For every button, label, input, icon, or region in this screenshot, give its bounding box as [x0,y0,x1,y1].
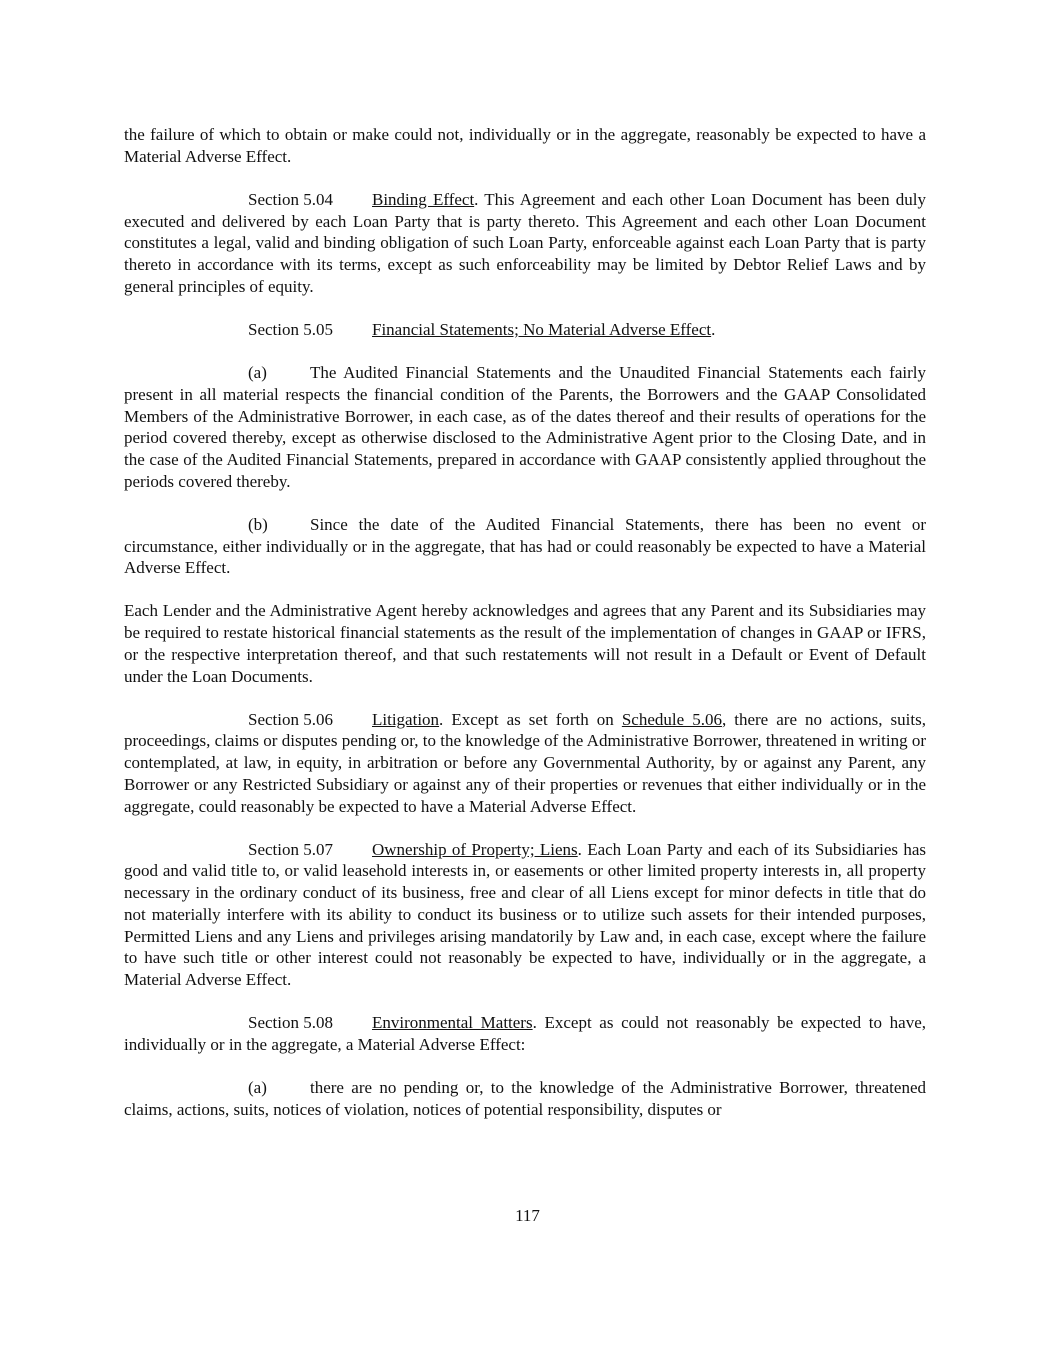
section-number: Section 5.07 [248,839,333,859]
document-page [124,124,926,1121]
paragraph-text: the failure of which to obtain or make could not, individually or in the aggregate, reasonably be expected to have a Material Adverse Effect. [124,125,926,166]
section-number: Section 5.06 [248,709,333,729]
paragraph-text: Each Lender and the Administrative Agent hereby acknowledges and agrees that any Parent and its Subsidiaries may be required to restate historical financial statements as the result of the implementation of changes in GAAP or IFRS, or the respective interpretation thereof, and that such restatements will not result in a Default or Event of Default under the Loan Documents. [124,601,926,686]
section-body-intro: . Except as set forth on [439,709,622,729]
section-5-05-b [124,514,926,579]
clause-label: (a) [248,363,267,383]
paragraph-continuation [124,124,926,167]
section-5-05-a [124,362,926,492]
section-5-04 [124,189,926,298]
section-number: Section 5.04 [248,189,333,209]
section-heading: Binding Effect [372,189,475,209]
section-heading: Litigation [372,709,440,729]
section-5-08-a [124,1077,926,1120]
section-5-06 [124,709,926,818]
section-number: Section 5.08 [248,1013,333,1033]
section-body: . This Agreement and each other Loan Document has been duly executed and delivered by each Loan Party that is party thereto. This Agreement and each other Loan Document constitutes a legal, valid and binding obligation of such Loan Party, enforceable against each Loan Party that is party thereto in accordance with its terms, except as such enforceability may be limited by Debtor Relief Laws and by general principles of equity. [124,189,926,296]
section-5-08 [124,1012,926,1055]
section-5-05 [124,319,926,341]
section-heading: Financial Statements; No Material Adverse Effect [372,319,712,339]
section-body: . Except as could not reasonably be expected to have, individually or in the aggregate, a Material Adverse Effect: [124,1013,926,1054]
section-heading: Environmental Matters [372,1013,533,1033]
clause-body: The Audited Financial Statements and the Unaudited Financial Statements each fairly present in all material respects the financial condition of the Parents, the Borrowers and the GAAP Consolidated Members of the Administrative Borrower, in each case, as of the dates thereof and their results of operations for the period covered thereby, except as otherwise disclosed to the Administrative Agent prior to the Closing Date, and in the case of the Audited Financial Statements, prepared in accordance with GAAP consistently applied throughout the periods covered thereby. [124,363,926,491]
acknowledgement-paragraph [124,600,926,687]
section-body: . Each Loan Party and each of its Subsidiaries has good and valid title to, or valid leasehold interests in, or easements or other limited property interests in, all property necessary in the ordinary conduct of its business, free and clear of all Liens except for minor defects in title that do not materially interfere with its ability to conduct its business or to utilize such assets for their intended purposes, Permitted Liens and any Liens and privileges arising mandatorily by Law and, in each case, except where the failure to have such title or other interest could not reasonably be expected to have, individually or in the aggregate, a Material Adverse Effect. [124,839,926,989]
clause-label: (b) [248,514,268,534]
clause-label: (a) [248,1078,267,1098]
page-number: 117 [515,1206,540,1225]
section-5-07 [124,839,926,991]
section-body: , there are no actions, suits, proceedings, claims or disputes pending or, to the knowledge of the Administrative Borrower, threatened in writing or contemplated, at law, in equity, in arbitration or before any Governmental Authority, by or against any Parent, any Borrower or any Restricted Subsidiary or against any of their properties or revenues that either individually or in the aggregate, could reasonably be expected to have a Material Adverse Effect. [124,709,926,816]
clause-body: Since the date of the Audited Financial Statements, there has been no event or circumstance, either individually or in the aggregate, that has had or could reasonably be expected to have a Material Adverse Effect. [124,514,926,578]
section-heading: Ownership of Property; Liens [372,839,578,859]
section-number: Section 5.05 [248,319,333,339]
clause-body: there are no pending or, to the knowledge of the Administrative Borrower, threatened claims, actions, suits, notices of violation, notices of potential responsibility, disputes or [124,1078,926,1119]
schedule-reference: Schedule 5.06 [621,709,722,729]
section-body: . [711,319,716,339]
